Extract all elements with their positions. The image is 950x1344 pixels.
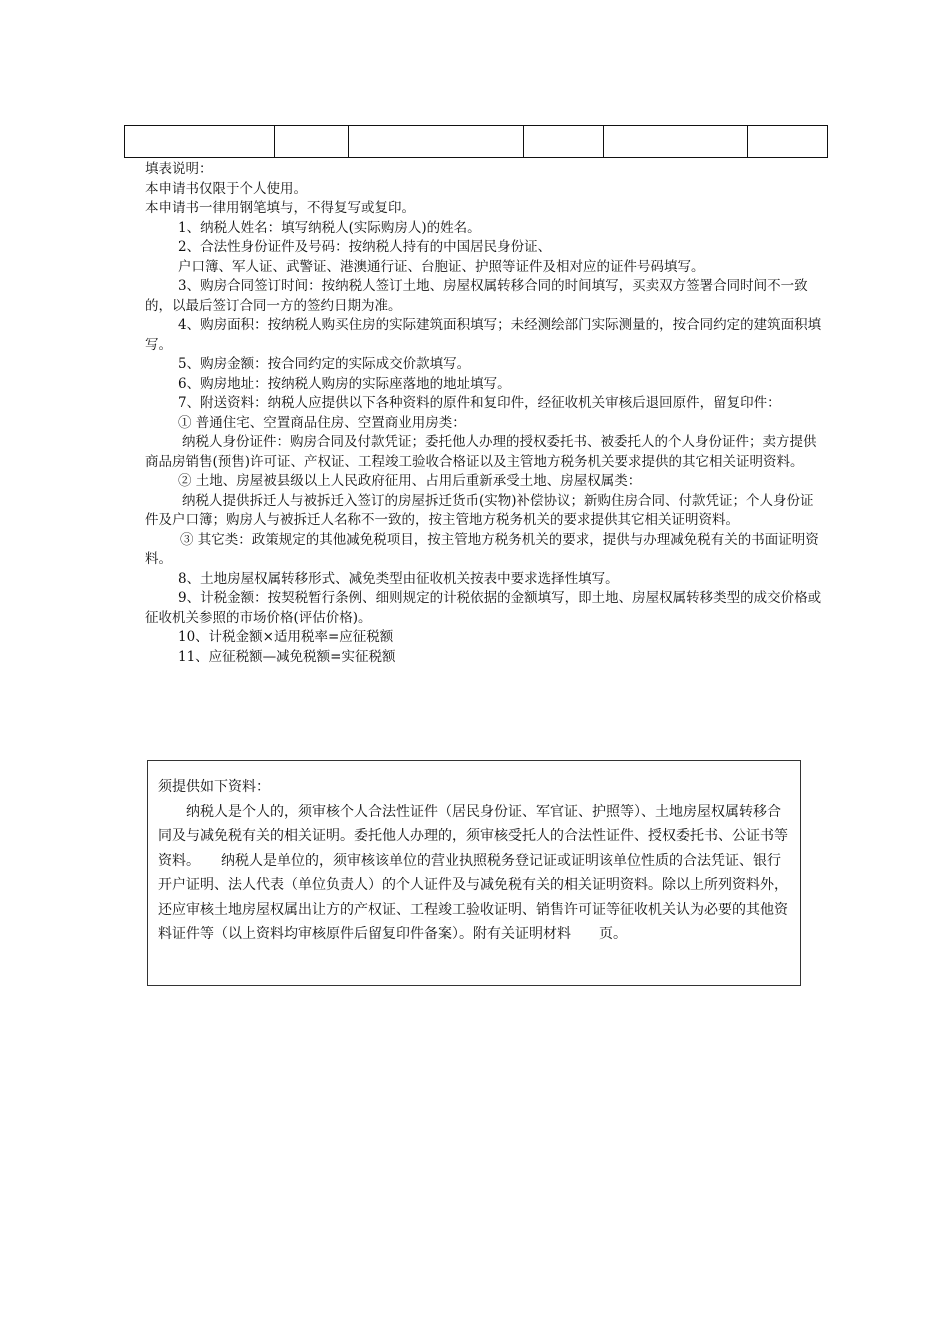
instruction-item-6: 6、购房地址：按纳税人购房的实际座落地的地址填写。 [178, 375, 511, 392]
form-instructions [145, 160, 825, 667]
instruction-item-2: 2、合法性身份证件及号码：按纳税人持有的中国居民身份证、 [178, 239, 552, 255]
instruction-item-8: 8、土地房屋权属转移形式、减免类型由征收机关按表中要求选择性填写。 [178, 570, 619, 587]
instruction-item-11: 11、应征税额—减免税额=实征税额 [178, 648, 396, 665]
instruction-item-5: 5、购房金额：按合同约定的实际成交价款填写。 [178, 356, 471, 372]
instruction-item-2-continued: 户口簿、军人证、武警证、港澳通行证、台胞证、护照等证件及相对应的证件号码填写。 [178, 258, 705, 275]
table-cell [524, 126, 604, 158]
sub-item-1-body: 纳税人身份证件：购房合同及付款凭证；委托他人办理的授权委托书、被委托人的个人身份证件；卖方提供商品房销售(预售)许可证、产权证、工程竣工验收合格证以及主管地方税务机关要求提供的其它相关证明资料。 [145, 434, 817, 470]
table-cell [604, 126, 748, 158]
instruction-line: 本申请书一律用钢笔填与，不得复写或复印。 [145, 200, 415, 216]
required-documents-box [147, 760, 801, 986]
required-documents-body: 纳税人是个人的，须审核个人合法性证件（居民身份证、军官证、护照等）、土地房屋权属转移合同及与减免税有关的相关证明。委托他人办理的，须审核受托人的合法性证件、授权委托书、公证书等资料。 纳税人是单位的，须审核该单位的营业执照税务登记证或证明该单位性质的合法凭证、银行开户证明、法人代表（单位负责人）的个人证件及与减免税有关的相关证明资料。除以上所列资料外，还应审核土地房屋权属出让方的产权证、工程竣工验收证明、销售许可证等征收机关认为必要的其他资料证件等（以上资料均审核原件后留复印件备案）。附有关证明材料 页。 [158, 803, 788, 942]
instruction-item-4: 4、购房面积：按纳税人购买住房的实际建筑面积填写；未经测绘部门实际测量的，按合同约定的建筑面积填写。 [145, 317, 822, 353]
table-row [125, 126, 828, 158]
sub-item-2-body: 纳税人提供拆迁人与被拆迁入签订的房屋拆迁货币(实物)补偿协议；新购住房合同、付款凭证；个人身份证件及户口簿；购房人与被拆迁人名称不一致的，按主管地方税务机关的要求提供其它相关证明资料。 [145, 492, 814, 528]
table-cell [748, 126, 828, 158]
table-cell [275, 126, 349, 158]
instruction-item-10: 10、计税金额×适用税率=应征税额 [178, 629, 394, 645]
instruction-item-7: 7、附送资料：纳税人应提供以下各种资料的原件和复印件，经征收机关审核后退回原件，留复印件： [178, 395, 781, 411]
sub-item-3: ③ 其它类：政策规定的其他减免税项目，按主管地方税务机关的要求，提供与办理减免税有关的书面证明资料。 [145, 531, 819, 567]
required-documents-title: 须提供如下资料： [158, 779, 270, 795]
instruction-line: 本申请书仅限于个人使用。 [145, 180, 307, 197]
table-cell [125, 126, 275, 158]
sub-item-1-title: ① 普通住宅、空置商品住房、空置商业用房类： [178, 414, 466, 431]
instruction-item-9: 9、计税金额：按契税暂行条例、细则规定的计税依据的金额填写，即土地、房屋权属转移类型的成交价格或征收机关参照的市场价格(评估价格)。 [145, 590, 822, 626]
instructions-heading: 填表说明： [145, 161, 213, 177]
sub-item-2-title: ② 土地、房屋被县级以上人民政府征用、占用后重新承受土地、房屋权属类： [178, 473, 642, 489]
instruction-item-1: 1、纳税人姓名：填写纳税人(实际购房人)的姓名。 [178, 219, 481, 236]
form-table-row [124, 125, 828, 158]
table-cell [349, 126, 524, 158]
instruction-item-3: 3、购房合同签订时间：按纳税人签订土地、房屋权属转移合同的时间填写，买卖双方签署合同时间不一致的，以最后签订合同一方的签约日期为准。 [145, 278, 808, 314]
